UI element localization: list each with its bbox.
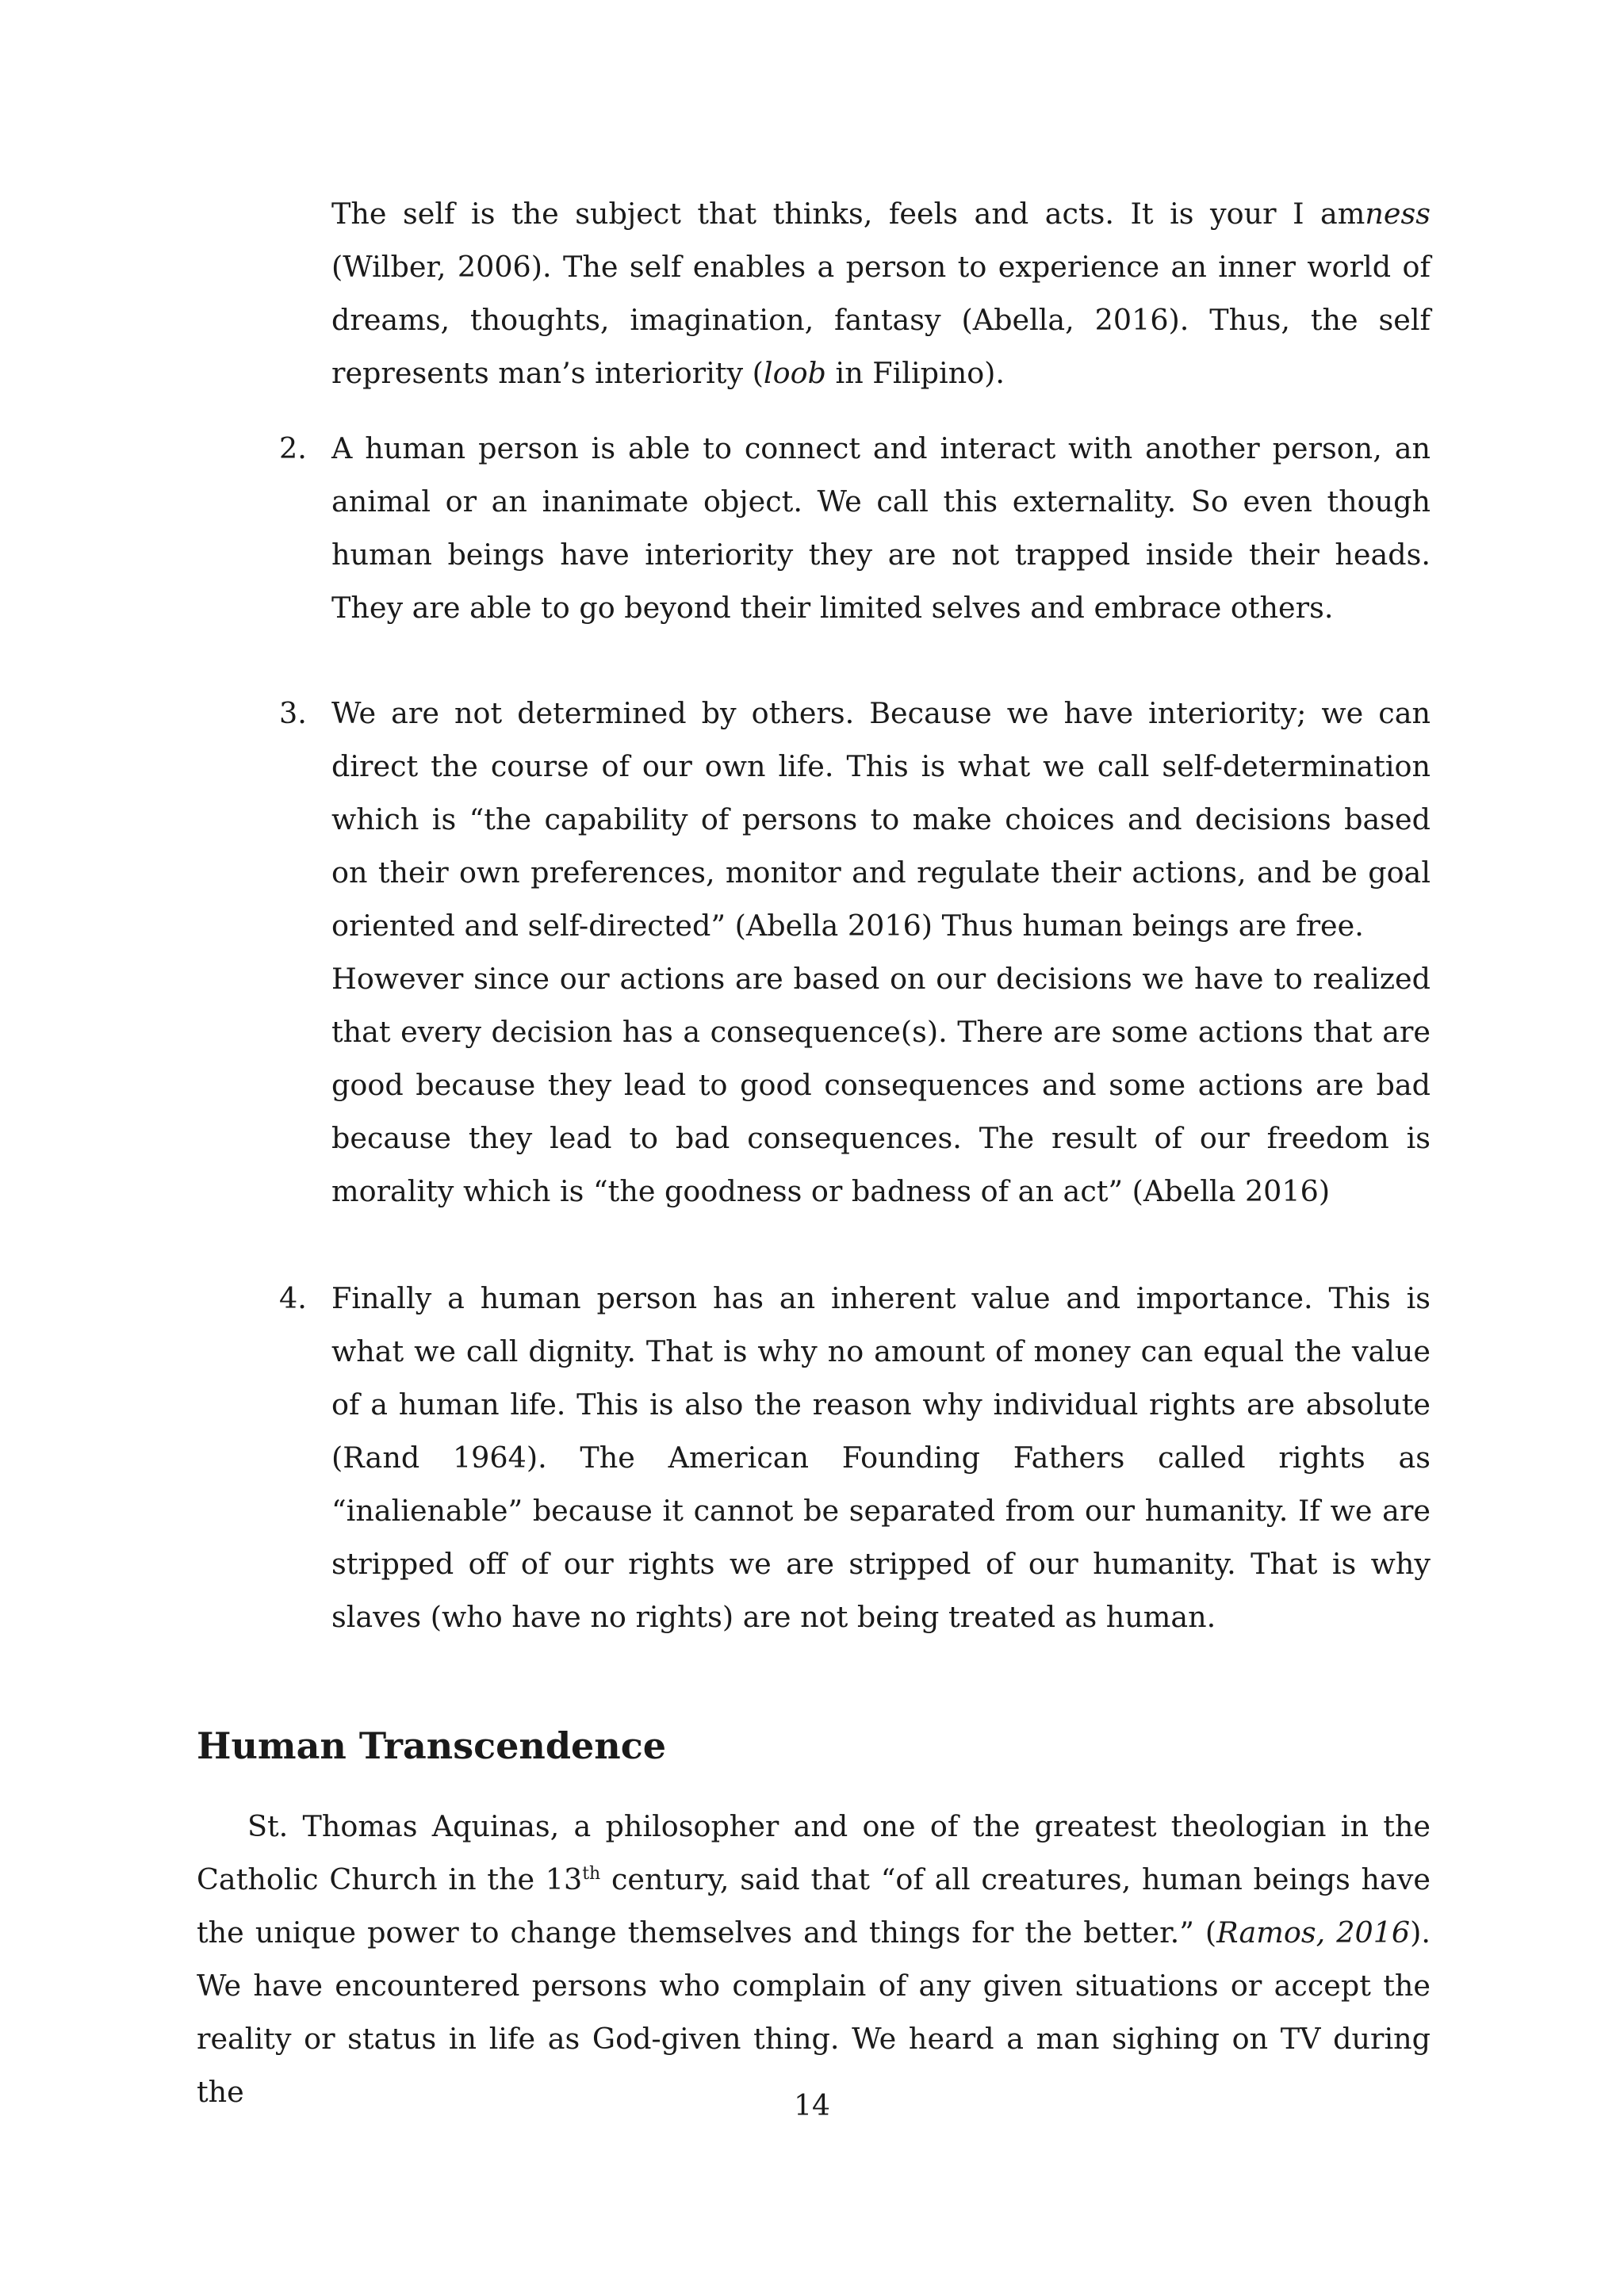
list-number-3: 3. [279, 696, 307, 730]
list-item-4-text: Finally a human person has an inherent value and importance. This is what we call dignity. That is why no amount of money can equal the value of a human life. This is also the reason why individual rights are absolute (Rand 1964). The American Founding Fathers called rights as “inalienable” because it cannot be separated from our humanity. If we are stripped off of our rights we are stripped of our humanity. That is why slaves (who have no rights) are not being treated as human. [331, 1281, 1431, 1634]
section-heading: Human Transcendence [197, 1724, 666, 1767]
page-number: 14 [794, 2090, 830, 2122]
section-paragraph: St. Thomas Aquinas, a philosopher and one of the greatest theologian in the Catholic Church in the 13th century, said that “of all creatures, human beings have the unique power to change themselves and things for the better.” (Ramos, 2016). We have encountered persons who complain of any given situations or accept the reality or status in life as God-given thing. We heard a man sighing on TV during the [197, 1809, 1431, 2109]
list-number-4: 4. [279, 1281, 307, 1315]
list-item-2-text: A human person is able to connect and interact with another person, an animal or an inanimate object. We call this externality. So even though human beings have interiority they are not trapped inside their heads. They are able to go beyond their limited selves and embrace others. [331, 431, 1431, 625]
list-item-3-text: We are not determined by others. Because we have interiority; we can direct the course of our own life. This is what we call self-determination which is “the capability of persons to make choices and decisions based on their own preferences, monitor and regulate their actions, and be goal oriented and self-directed” (Abella 2016) Thus human beings are free. [331, 696, 1431, 943]
intro-paragraph: The self is the subject that thinks, feels and acts. It is your I amness (Wilber, 2006). The self enables a person to experience an inner world of dreams, thoughts, imagination, fantasy (Abella, 2016). Thus, the self represents man’s interiority (loob in Filipino). [331, 197, 1431, 390]
list-item-3-continuation: However since our actions are based on our decisions we have to realized that every decision has a consequence(s). There are some actions that are good because they lead to good consequences and some actions are bad because they lead to bad consequences. The result of our freedom is morality which is “the goodness or badness of an act” (Abella 2016) [331, 962, 1431, 1208]
list-number-2: 2. [279, 431, 307, 465]
